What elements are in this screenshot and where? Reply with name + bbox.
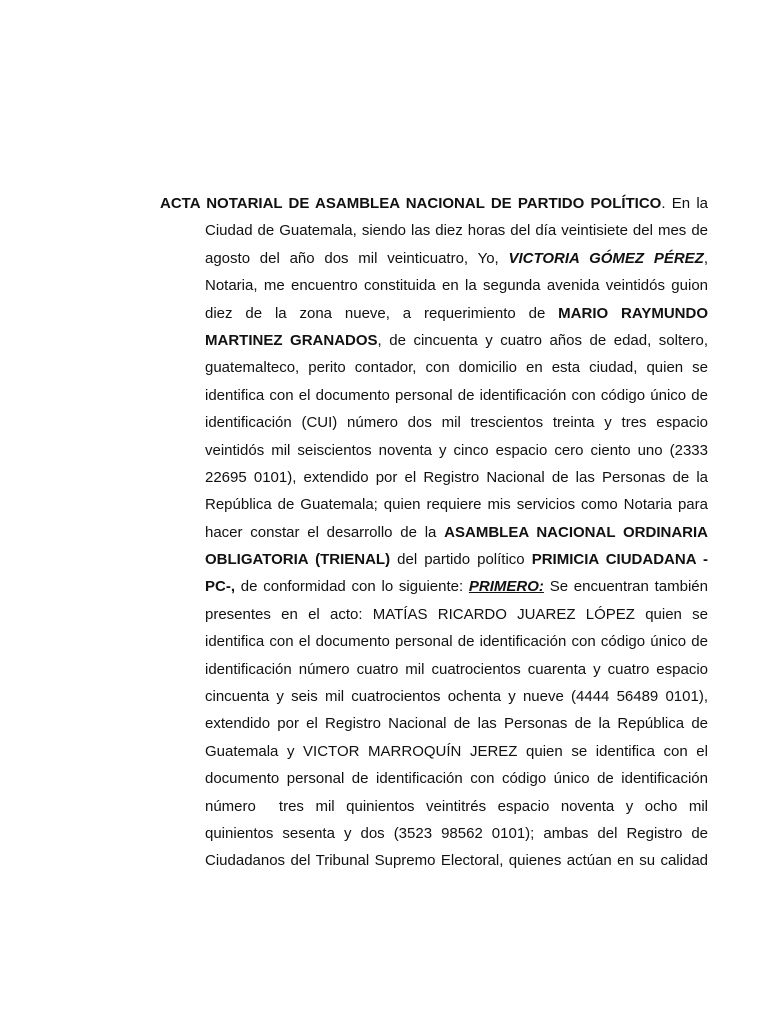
body-text: de conformidad con lo siguiente:: [235, 578, 469, 596]
document-title-line: [160, 190, 708, 217]
body-text: presentes en el acto: MATÍAS RICARDO JUAREZ LÓPEZ quien se: [205, 605, 708, 623]
emphasized-text: VICTORIA GÓMEZ PÉREZ: [508, 249, 704, 267]
emphasized-text: PRIMICIA CIUDADANA -: [531, 551, 709, 569]
body-text: hacer constar el desarrollo de la: [205, 523, 445, 541]
body-text: Se encuentran también: [543, 578, 708, 596]
document-text-line: [205, 601, 708, 628]
body-text: número tres mil quinientos veintitrés espacio noventa y ocho mil: [205, 797, 708, 815]
document-text-line: [205, 327, 708, 354]
emphasized-text: MARIO RAYMUNDO: [558, 304, 708, 322]
body-text: . En la: [661, 195, 709, 212]
document-text-line: [205, 765, 708, 792]
body-text: identificación (CUI) número dos mil trescientos treinta y tres espacio: [205, 414, 708, 432]
body-text: Ciudadanos del Tribunal Supremo Electoral, quienes actúan en su calidad: [205, 852, 708, 870]
document-text-line: [205, 710, 708, 737]
document-text-line: [205, 628, 708, 655]
body-text: República de Guatemala; quien requiere mis servicios como Notaria para: [205, 496, 708, 514]
emphasized-text: PC-,: [205, 578, 235, 596]
body-text: Guatemala y VICTOR MARROQUÍN JEREZ quien se identifica con el: [205, 742, 708, 760]
emphasized-text: MARTINEZ GRANADOS: [205, 331, 378, 349]
body-text: identifica con el documento personal de identificación con código único de: [205, 633, 708, 651]
body-text: extendido por el Registro Nacional de las Personas de la República de: [205, 715, 708, 733]
body-text: , de cincuenta y cuatro años de edad, soltero,: [377, 331, 708, 349]
body-text: ,: [703, 249, 708, 267]
document-text-line: [205, 738, 708, 765]
body-text: agosto del año dos mil veinticuatro, Yo,: [205, 249, 509, 267]
emphasized-text: ACTA NOTARIAL DE ASAMBLEA NACIONAL DE PARTIDO POLÍTICO: [160, 195, 662, 212]
document-text-line: [205, 245, 708, 272]
document-text-line: [205, 382, 708, 409]
body-text: Ciudad de Guatemala, siendo las diez horas del día veintisiete del mes de: [205, 222, 708, 240]
emphasized-text: ASAMBLEA NACIONAL ORDINARIA: [444, 523, 708, 541]
document-text-line: [205, 656, 708, 683]
document-text-line: [205, 300, 708, 327]
document-text-line: [205, 847, 708, 874]
emphasized-text: OBLIGATORIA (TRIENAL): [205, 551, 391, 569]
document-text-line: [205, 546, 708, 573]
body-text: cincuenta y seis mil cuatrocientos ochenta y nueve (4444 56489 0101),: [205, 688, 708, 706]
document-text-line: [205, 683, 708, 710]
body-text: guatemalteco, perito contador, con domicilio en esta ciudad, quien se: [205, 359, 708, 377]
document-text-line: [205, 409, 708, 436]
document-text-line: [205, 793, 708, 820]
document-text-line: [205, 217, 708, 244]
document-text-line: [205, 820, 708, 847]
document-text-line: [205, 519, 708, 546]
document-text-line: [205, 354, 708, 381]
body-text: diez de la zona nueve, a requerimiento de: [205, 304, 559, 322]
document-text-line: [205, 573, 708, 600]
body-text: quinientos sesenta y dos (3523 98562 0101); ambas del Registro de: [205, 824, 708, 842]
body-text: del partido político: [390, 551, 532, 569]
document-text-line: [205, 491, 708, 518]
document-text-line: [205, 437, 708, 464]
body-text: documento personal de identificación con código único de identificación: [205, 770, 708, 788]
body-text: veintidós mil seiscientos noventa y cinco espacio cero ciento uno (2333: [205, 441, 708, 459]
document-text-line: [205, 464, 708, 491]
body-text: identificación número cuatro mil cuatrocientos cuarenta y cuatro espacio: [205, 660, 708, 678]
body-text: 22695 0101), extendido por el Registro Nacional de las Personas de la: [205, 468, 708, 486]
document-body: [160, 190, 708, 875]
emphasized-text: PRIMERO:: [468, 578, 544, 596]
body-text: Notaria, me encuentro constituida en la segunda avenida veintidós guion: [205, 277, 708, 295]
body-text: identifica con el documento personal de identificación con código único de: [205, 386, 708, 404]
document-text-line: [205, 272, 708, 299]
